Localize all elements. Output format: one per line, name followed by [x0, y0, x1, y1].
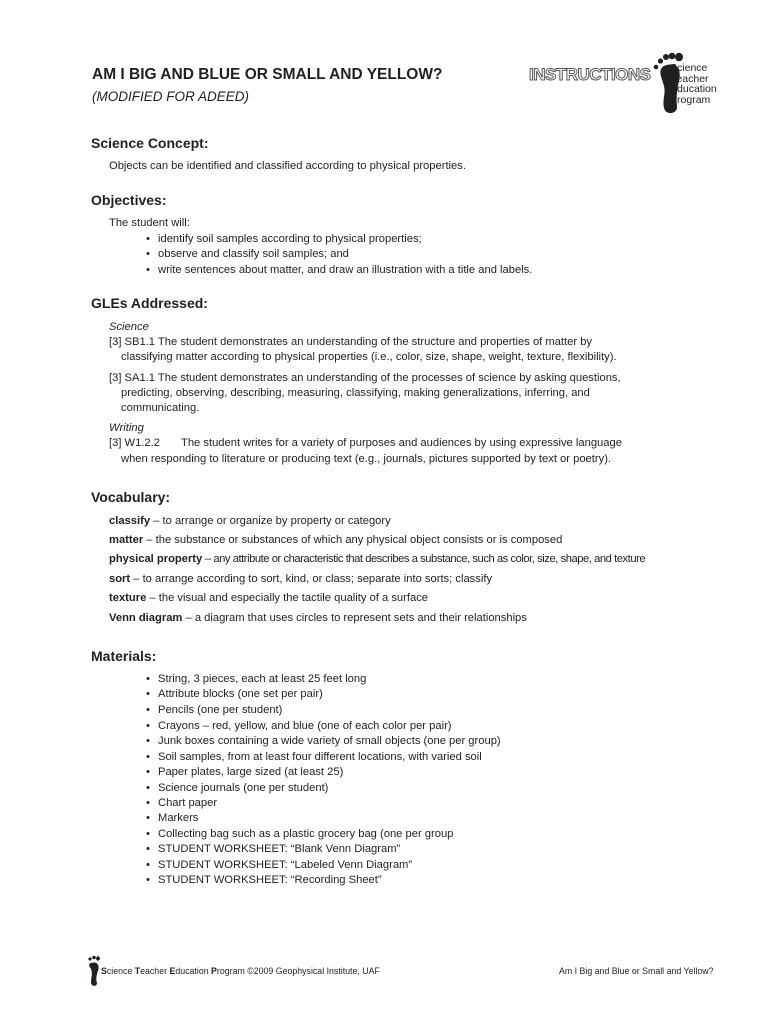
materials-heading: Materials: — [91, 648, 157, 664]
objective-item: • observe and classify soil samples; and — [158, 248, 349, 260]
objective-item: • identify soil samples according to physical properties; — [158, 233, 422, 245]
gle-sb-line: classifying matter according to physical properties (i.e., color, size, shape, weight, texture, flexibility). — [121, 351, 617, 363]
material-item: • STUDENT WORKSHEET: “Blank Venn Diagram” — [158, 843, 400, 855]
vocabulary-entry: Venn diagram – a diagram that uses circles to represent sets and their relationships — [109, 612, 527, 624]
gle-sa-line: communicating. — [121, 402, 200, 414]
gle-w-code: [3] W1.2.2 — [109, 437, 160, 449]
page-title: AM I BIG AND BLUE OR SMALL AND YELLOW? — [92, 66, 443, 83]
material-item: • Junk boxes containing a wide variety of small objects (one per group) — [158, 735, 501, 747]
instructions-label: INSTRUCTIONS — [529, 65, 651, 84]
logo-line: Science — [670, 62, 708, 74]
logo-text — [670, 63, 717, 105]
gles-heading: GLEs Addressed: — [91, 295, 208, 311]
material-item: • STUDENT WORKSHEET: “Recording Sheet” — [158, 874, 382, 886]
page-subtitle: (MODIFIED FOR ADEED) — [92, 89, 249, 104]
objective-item: • write sentences about matter, and draw an illustration with a title and labels. — [158, 264, 532, 276]
vocabulary-entry: matter – the substance or substances of which any physical object consists or is composed — [109, 534, 563, 546]
material-item: • Chart paper — [158, 797, 217, 809]
logo-line: Education — [670, 83, 717, 95]
material-item: • Collecting bag such as a plastic grocery bag (one per group — [158, 828, 453, 840]
material-item: • Paper plates, large sized (at least 25) — [158, 766, 343, 778]
material-item: • Attribute blocks (one set per pair) — [158, 688, 323, 700]
vocabulary-entry: classify – to arrange or organize by property or category — [109, 515, 391, 527]
objectives-heading: Objectives: — [91, 192, 167, 208]
material-item: • String, 3 pieces, each at least 25 feet long — [158, 673, 366, 685]
gle-sa-line: predicting, observing, describing, measuring, classifying, making generalizations, inferring, and — [121, 387, 590, 399]
material-item: • Markers — [158, 812, 198, 824]
gle-sa-line: [3] SA1.1 The student demonstrates an understanding of the processes of science by asking questions, — [109, 372, 621, 384]
material-item: • Crayons – red, yellow, and blue (one of each color per pair) — [158, 720, 452, 732]
material-item: • Science journals (one per student) — [158, 782, 328, 794]
gles-writing-label: Writing — [109, 422, 144, 434]
footer-footprint-icon — [87, 955, 101, 987]
gles-science-label: Science — [109, 321, 149, 333]
vocabulary-entry: physical property – any attribute or characteristic that describes a substance, such as color, size, shape, and texture — [109, 553, 646, 565]
vocabulary-entry: texture – the visual and especially the tactile quality of a surface — [109, 592, 429, 604]
vocabulary-heading: Vocabulary: — [91, 489, 171, 505]
science-concept-heading: Science Concept: — [91, 135, 209, 151]
science-concept-text: Objects can be identified and classified according to physical properties. — [109, 160, 466, 172]
footer-program-credit: Science Teacher Education Program ©2009 Geophysical Institute, UAF — [101, 966, 380, 976]
vocabulary-entry: sort – to arrange according to sort, kind, or class; separate into sorts; classify — [109, 573, 493, 585]
objectives-intro: The student will: — [109, 217, 190, 229]
logo-line: Program — [670, 93, 711, 106]
gle-sb-line: [3] SB1.1 The student demonstrates an understanding of the structure and properties of matter by — [109, 336, 593, 348]
gle-w-line: The student writes for a variety of purposes and audiences by using expressive language — [181, 437, 622, 449]
footer-document-title: Am I Big and Blue or Small and Yellow? — [559, 966, 714, 976]
logo-line: Teacher — [670, 72, 709, 85]
material-item: • STUDENT WORKSHEET: “Labeled Venn Diagram” — [158, 859, 412, 871]
material-item: • Pencils (one per student) — [158, 704, 282, 716]
gle-w-line: when responding to literature or producing text (e.g., journals, pictures supported by text or poetry). — [121, 453, 612, 465]
material-item: • Soil samples, from at least four different locations, with varied soil — [158, 751, 482, 763]
